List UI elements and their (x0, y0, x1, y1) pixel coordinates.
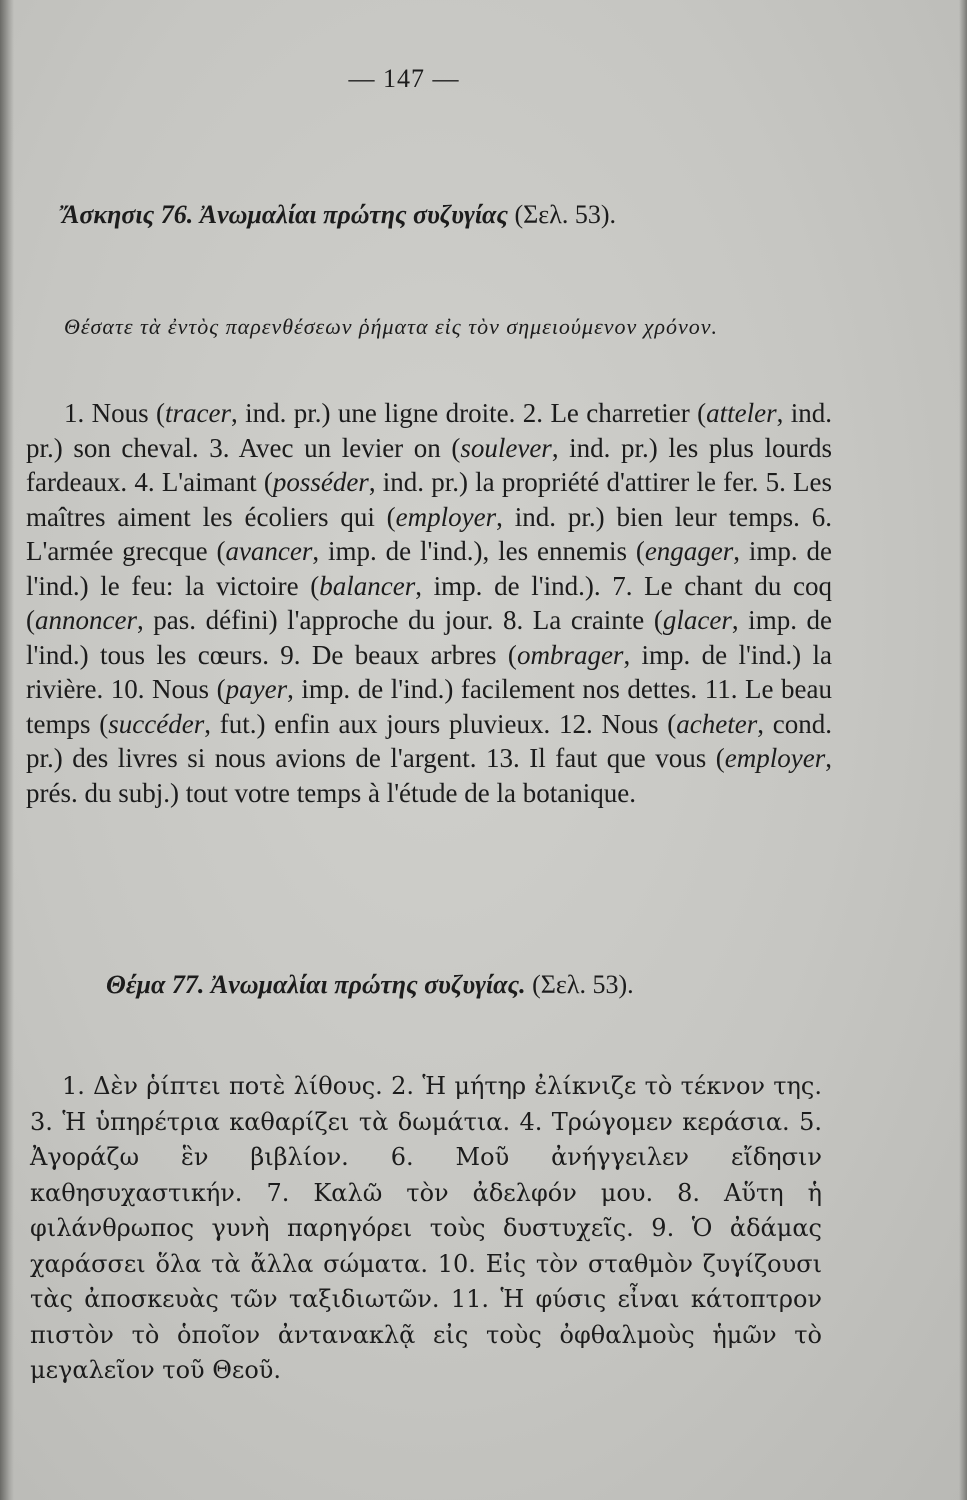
verb-infinitive: employer (395, 501, 497, 532)
sentence-text: , ind. pr.) une ligne droite. 2. Le charretier ( (231, 398, 707, 428)
sentence-text: , imp. de l'ind.), les ennemis ( (312, 536, 645, 566)
page-edge-shadow-left (0, 0, 14, 1500)
verb-infinitive: annoncer (35, 605, 137, 635)
sentence-text: , imp. de l'ind.). 7. Le chant du coq ( (26, 570, 833, 635)
sentence-text: , ind. pr.) son cheval. 3. Avec un levier on ( (26, 398, 832, 463)
verb-infinitive: ombrager (516, 639, 624, 670)
verb-infinitive: engager (644, 536, 734, 566)
page-edge-shadow-right (959, 0, 967, 1500)
verb-infinitive: balancer (319, 570, 416, 601)
page-number: — 147 — (348, 64, 460, 93)
verb-infinitive: soulever (460, 432, 552, 463)
exercise-77-heading (106, 970, 634, 1000)
verb-infinitive: avancer (225, 536, 313, 566)
verb-infinitive: posséder (272, 467, 369, 497)
verb-infinitive: atteler (706, 398, 777, 428)
verb-infinitive: payer (225, 674, 288, 704)
verb-infinitive: tracer (165, 398, 232, 428)
sentence-text: , ind. pr.) les plus lourds fardeaux. 4. L'aimant ( (26, 432, 832, 497)
verb-infinitive: glacer (662, 605, 732, 635)
sentence-text: , ind. pr.) la propriété d'attirer le fer. 5. Les maîtres aiment les écoliers qui ( (26, 467, 832, 532)
sentence-text: , prés. du subj.) tout votre temps à l'étude de la botanique. (26, 743, 832, 808)
sentence-text: , ind. pr.) bien leur temps. 6. L'armée grecque ( (26, 501, 832, 566)
sentence-text: , fut.) enfin aux jours pluvieux. 12. Nous ( (204, 708, 677, 739)
exercise-77-reference: (Σελ. 53). (532, 970, 634, 999)
exercise-76-reference: (Σελ. 53). (514, 200, 616, 229)
exercise-76-text (26, 396, 832, 810)
exercise-76-heading (62, 200, 616, 230)
sentence-text: , cond. pr.) des livres si nous avions de l'argent. 13. Il faut que vous ( (26, 708, 832, 773)
sentence-text: , imp. de l'ind.) la rivière. 10. Nous ( (26, 639, 832, 704)
exercise-77-title: Θέμα 77. Ἀνωμαλίαι πρώτης συζυγίας. (106, 970, 526, 999)
sentence-text: 1. Nous ( (64, 398, 166, 428)
exercise-76-title: Ἄσκησις 76. Ἀνωμαλίαι πρώτης συζυγίας (62, 200, 509, 229)
exercise-77-text: 1. Δὲν ῥίπτει ποτὲ λίθους. 2. Ἡ μήτηρ ἐλίκνιζε τὸ τέκνον της. 3. Ἡ ὑπηρέτρια καθαρίζει τὰ δωμάτια. 4. Τρώγομεν κεράσια. 5. Ἀγοράζω ἓν βιβλίον. 6. Μοῦ ἀνήγγειλεν εἴδησιν καθησυχαστικήν. 7. Καλῶ τὸν ἀδελφόν μου. 8. Αὕτη ἡ φιλάνθρωπος γυνὴ παρηγόρει τοὺς δυστυχεῖς. 9. Ὁ ἀδάμας χαράσσει ὅλα τὰ ἄλλα σώματα. 10. Εἰς τὸν σταθμὸν ζυγίζουσι τὰς ἀποσκευὰς τῶν ταξιδιωτῶν. 11. Ἡ φύσις εἶναι κάτοπτρον πιστὸν τὸ ὁποῖον ἀντανακλᾷ εἰς τοὺς ὀφθαλμοὺς ἡμῶν τὸ μεγαλεῖον τοῦ Θεοῦ. (30, 1072, 822, 1384)
sentence-text: , imp. de l'ind.) facilement nos dettes. 11. Le beau temps ( (26, 674, 832, 739)
exercise-76-instruction: Θέσατε τὰ ἐντὸς παρενθέσεων ῥήματα εἰς τὸν σημειούμενον χρόνον. (64, 314, 719, 339)
verb-infinitive: acheter (676, 708, 758, 739)
sentence-text: , imp. de l'ind.) tous les cœurs. 9. De beaux arbres ( (26, 605, 832, 670)
verb-infinitive: succéder (108, 708, 205, 739)
sentence-text: , imp. de l'ind.) le feu: la victoire ( (26, 536, 832, 601)
verb-infinitive: employer (724, 743, 826, 773)
sentence-text: , pas. défini) l'approche du jour. 8. La crainte ( (136, 605, 663, 635)
